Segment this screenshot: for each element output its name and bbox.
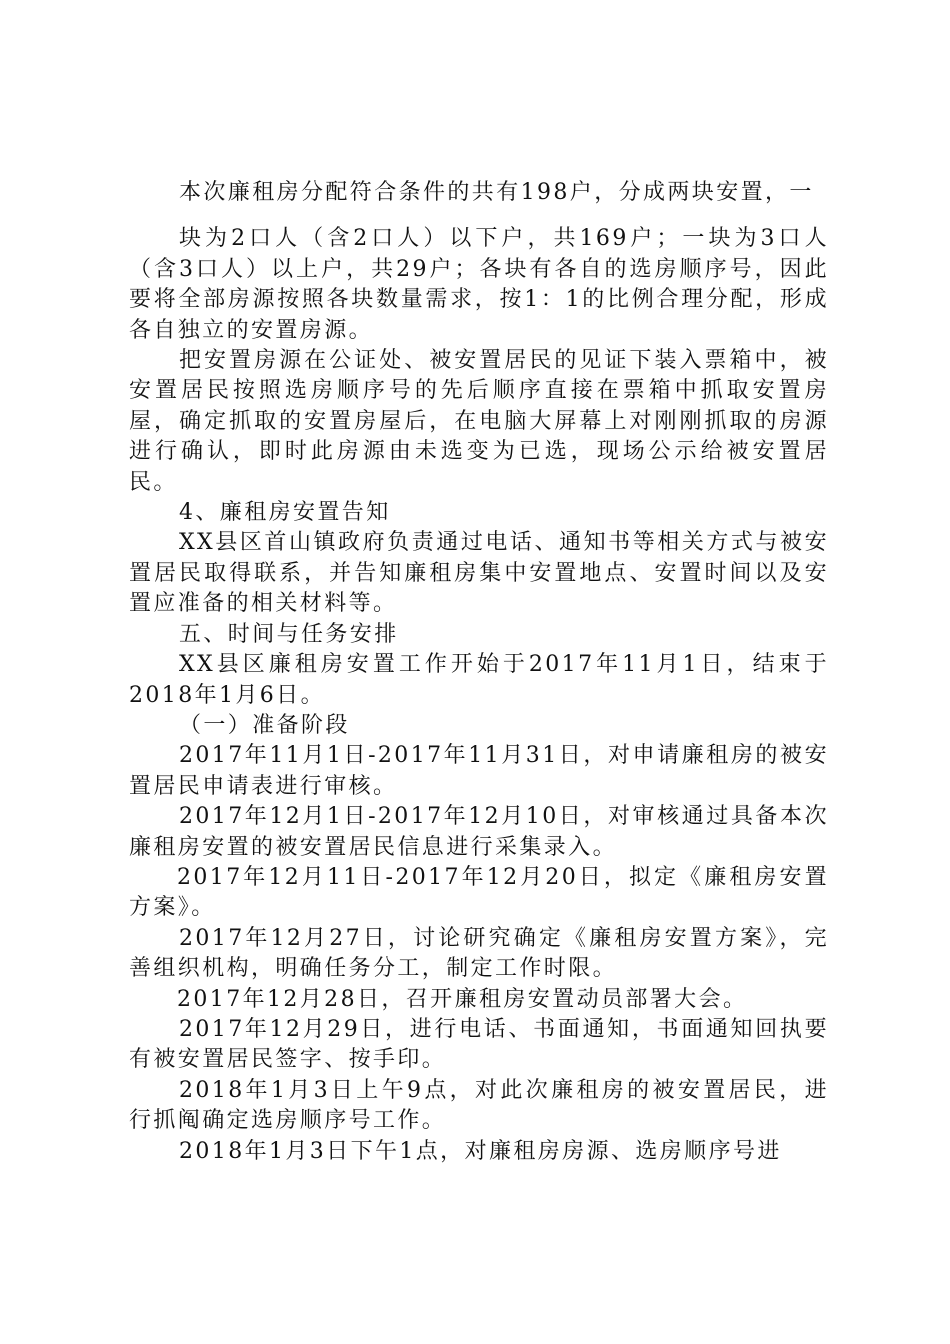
- paragraph-16: 2018年1月3日下午1点，对廉租房房源、选房顺序号进: [179, 1138, 782, 1164]
- paragraph-15: 2018年1月3日上午9点，对此次廉租房的被安置居民，进行抓阄确定选房顺序号工作。: [129, 1077, 829, 1134]
- subsection-heading-1: （一）准备阶段: [179, 712, 350, 738]
- paragraph-9: 2017年11月1日-2017年11月31日，对申请廉租房的被安置居民申请表进行审核。: [129, 743, 829, 799]
- paragraph-1: 本次廉租房分配符合条件的共有198户，分成两块安置，一: [179, 180, 814, 205]
- section-heading-4: 4、廉租房安置告知: [179, 500, 391, 526]
- paragraph-13: 2017年12月28日，召开廉租房安置动员部署大会。: [177, 986, 748, 1012]
- paragraph-12: 2017年12月27日，讨论研究确定《廉租房安置方案》，完善组织机构，明确任务分工，制定工作时限。: [129, 925, 829, 982]
- paragraph-3: 把安置房源在公证处、被安置居民的见证下装入票箱中，被安置居民按照选房顺序号的先后顺序直接在票箱中抓取安置房屋，确定抓取的安置房屋后，在电脑大屏幕上对刚刚抓取的房源进行确认，即时此房源由未选变为已选，现场公示给被安置居民。: [129, 348, 829, 495]
- paragraph-14: 2017年12月29日，进行电话、书面通知，书面通知回执要有被安置居民签字、按手印。: [129, 1016, 829, 1073]
- paragraph-10: 2017年12月1日-2017年12月10日，对审核通过具备本次廉租房安置的被安置居民信息进行采集录入。: [129, 804, 829, 860]
- section-heading-5: 五、时间与任务安排: [179, 621, 399, 647]
- paragraph-2: 块为2口人（含2口人）以下户，共169户；一块为3口人（含3口人）以上户，共29户；各块有各自的选房顺序号，因此要将全部房源按照各块数量需求，按1：1的比例合理分配，形成各自独立的安置房源。: [129, 226, 829, 343]
- document-body: [129, 178, 829, 1167]
- paragraph-5: XX县区首山镇政府负责通过电话、通知书等相关方式与被安置居民取得联系，并告知廉租房集中安置地点、安置时间以及安置应准备的相关材料等。: [129, 530, 829, 617]
- paragraph-11: 2017年12月11日-2017年12月20日，拟定《廉租房安置方案》。: [129, 864, 829, 921]
- paragraph-7: XX县区廉租房安置工作开始于2017年11月1日，结束于2018年1月6日。: [129, 652, 829, 708]
